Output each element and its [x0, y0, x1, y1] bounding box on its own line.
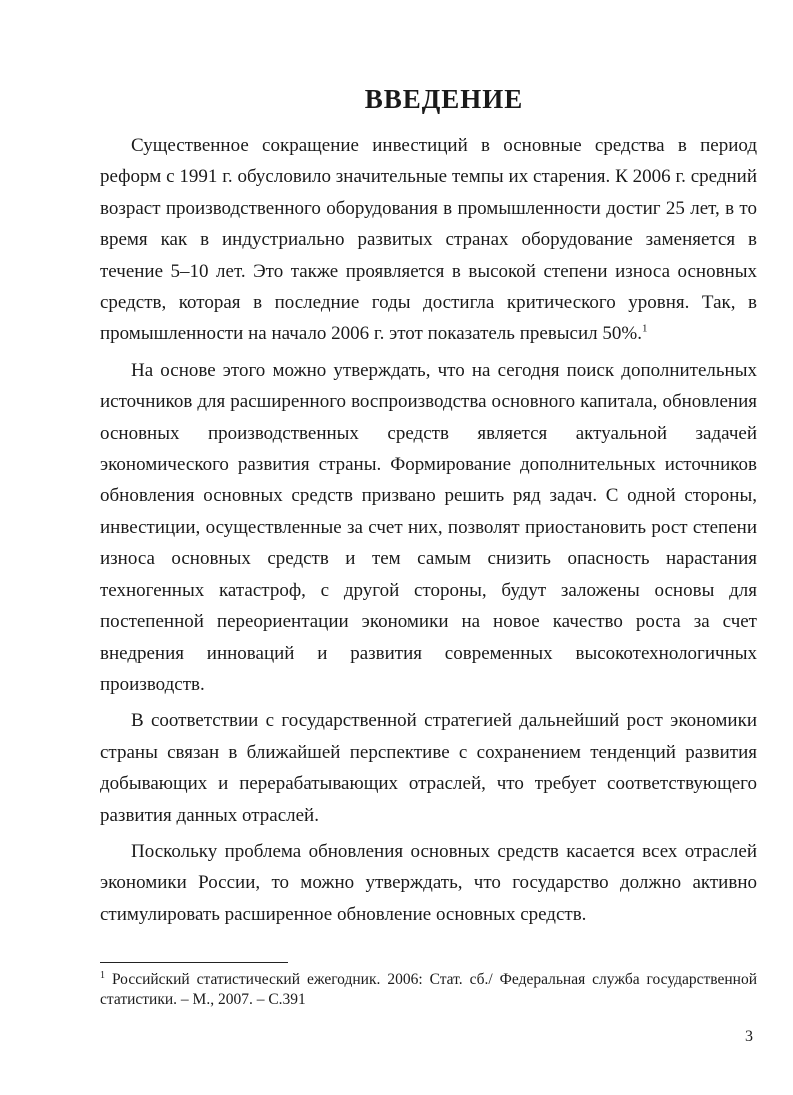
- footnote: [100, 970, 757, 1010]
- footnote-text: Российский статистический ежегодник. 2006: Стат. сб./ Федеральная служба государственной статистики. – М., 2007. – С.391: [100, 971, 757, 1008]
- paragraph-2: На основе этого можно утверждать, что на сегодня поиск дополнительных источников для расширенного воспроизводства основного капитала, обновления основных производственных средств является актуальной задачей экономического развития страны. Формирование дополнительных источников обновления основных средств призвано решить ряд задач. С одной стороны, инвестиции, осуществленные за счет них, позволят приостановить рост степени износа основных средств и тем самым снизить опасность нарастания техногенных катастроф, с другой стороны, будут заложены основы для постепенной переориентации экономики на новое качество роста за счет внедрения инноваций и развития современных высокотехнологичных производств.: [100, 359, 757, 695]
- page-title: ВВЕДЕНИЕ: [364, 84, 524, 114]
- footnote-marker: 1: [100, 969, 105, 981]
- footnote-separator: [100, 962, 288, 963]
- body-text: [100, 130, 757, 935]
- paragraph-1: [100, 130, 757, 350]
- footnote-reference: 1: [641, 323, 648, 336]
- paragraph-1-text: Существенное сокращение инвестиций в основные средства в период реформ с 1991 г. обусловило значительные темпы их старения. К 2006 г. средний возраст производственного оборудования в промышленности достиг 25 лет, в то время как в индустриально развитых странах оборудование заменяется в течение 5–10 лет. Это также проявляется в высокой степени износа основных средств, которая в последние годы достигла критического уровня. Так, в промышленности на начало 2006 г. этот показатель превысил 50%.: [100, 135, 757, 345]
- paragraph-4: Поскольку проблема обновления основных средств касается всех отраслей экономики России, то можно утверждать, что государство должно активно стимулировать расширенное обновление основных средств.: [100, 840, 757, 925]
- paragraph-3: В соответствии с государственной стратегией дальнейший рост экономики страны связан в ближайшей перспективе с сохранением тенденций развития добывающих и перерабатывающих отраслей, что требует соответствующего развития данных отраслей.: [100, 710, 757, 826]
- page-number: 3: [745, 1028, 753, 1045]
